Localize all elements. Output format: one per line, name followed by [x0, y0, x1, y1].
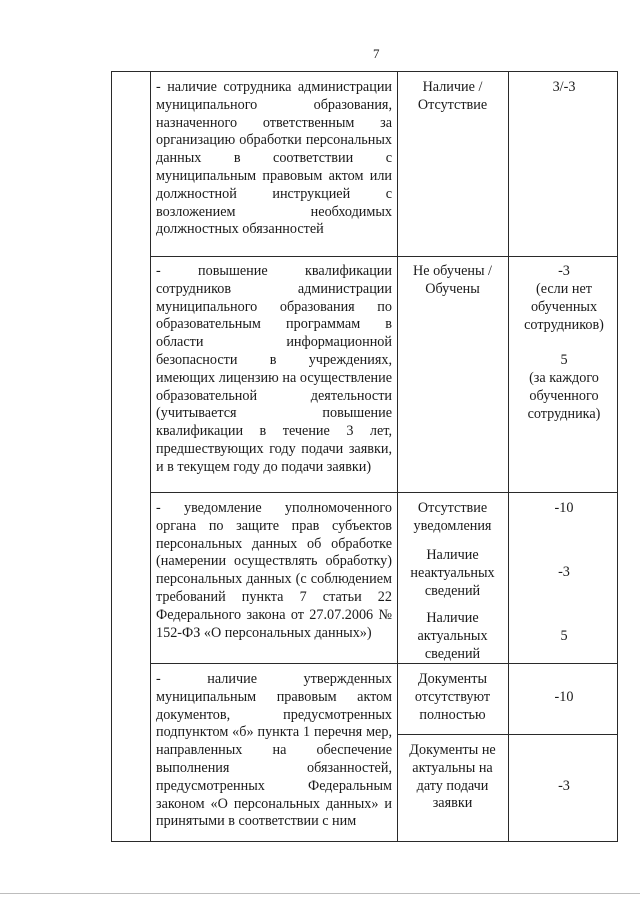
table-row-3-option-3-status: Наличие актуальных сведений	[417, 610, 488, 662]
table-row-2-score-1-note: (если нет обученных сотрудников)	[524, 281, 604, 333]
row-divider	[150, 663, 618, 664]
table-row-2-score-1: -3	[558, 263, 570, 279]
option-divider	[397, 734, 618, 735]
table-row-4-option-1-score: -10	[554, 689, 574, 705]
table-row-3-option-1-status: Отсутствие уведомления	[413, 500, 492, 534]
row-divider	[150, 256, 618, 257]
table-row-2-description: - повышение квалификации сотрудников администрации муниципального образования по образовательным программам в области информационной безопасности в учреждениях, имеющих лицензию на осуществление образовательной деятельности (учитывается повышение квалификации в течение 3 лет, предшествующих году подачи заявки, и в текущем году до подачи заявки)	[156, 263, 392, 475]
table-row-3-option-2-status: Наличие неактуальных сведений	[410, 547, 495, 599]
table-border-top	[111, 71, 618, 72]
table-row-4-option-1-status: Документы отсутствуют полностью	[414, 671, 491, 723]
table-row-3-option-3-score: 5	[560, 628, 568, 644]
table-row-2-score-2-note: (за каждого обученного сотрудника)	[527, 370, 601, 422]
table-row-3-description: - уведомление уполномоченного органа по защите прав субъектов персональных данных об обработке (намерении осуществлять обработку) персональных данных (с соблюдением требований пункта 7 статьи 22 Федерального закона от 27.07.2006 № 152-ФЗ «О персональных данных»)	[156, 500, 392, 641]
table-border-left	[111, 71, 112, 842]
table-row-1-status: Наличие / Отсутствие	[417, 79, 488, 113]
table-column-divider	[397, 71, 398, 842]
row-divider	[150, 492, 618, 493]
table-row-3-option-2-score: -3	[558, 564, 570, 580]
table-column-divider	[150, 71, 151, 842]
table-row-3-option-1-score: -10	[554, 500, 574, 516]
table-row-1-score: 3/-3	[552, 79, 576, 95]
table-row-2-status: Не обучены / Обучены	[412, 263, 492, 297]
table-border-right	[617, 71, 618, 842]
table-row-1-description: - наличие сотрудника администрации муниципального образования, назначенного ответственным за организацию обработки персональных данных в соответствии с муниципальным правовым актом или должностной инструкцией с возложением необходимых должностных обязанностей	[156, 79, 392, 238]
page-number: 7	[373, 46, 380, 61]
table-row-2-score-2: 5	[560, 352, 568, 368]
table-row-4-option-2-status: Документы не актуальны на дату подачи заявки	[409, 742, 496, 812]
table-column-divider	[508, 71, 509, 842]
table-row-4-description: - наличие утвержденных муниципальным правовым актом документов, предусмотренных подпунктом «б» пункта 1 перечня мер, направленных на обеспечение выполнения обязанностей, предусмотренных Федеральным законом «О персональных данных» и принятыми в соответствии с ним	[156, 671, 392, 830]
table-border-bottom	[111, 841, 618, 842]
page-bottom-rule	[0, 893, 640, 894]
table-row-4-option-2-score: -3	[558, 778, 570, 794]
